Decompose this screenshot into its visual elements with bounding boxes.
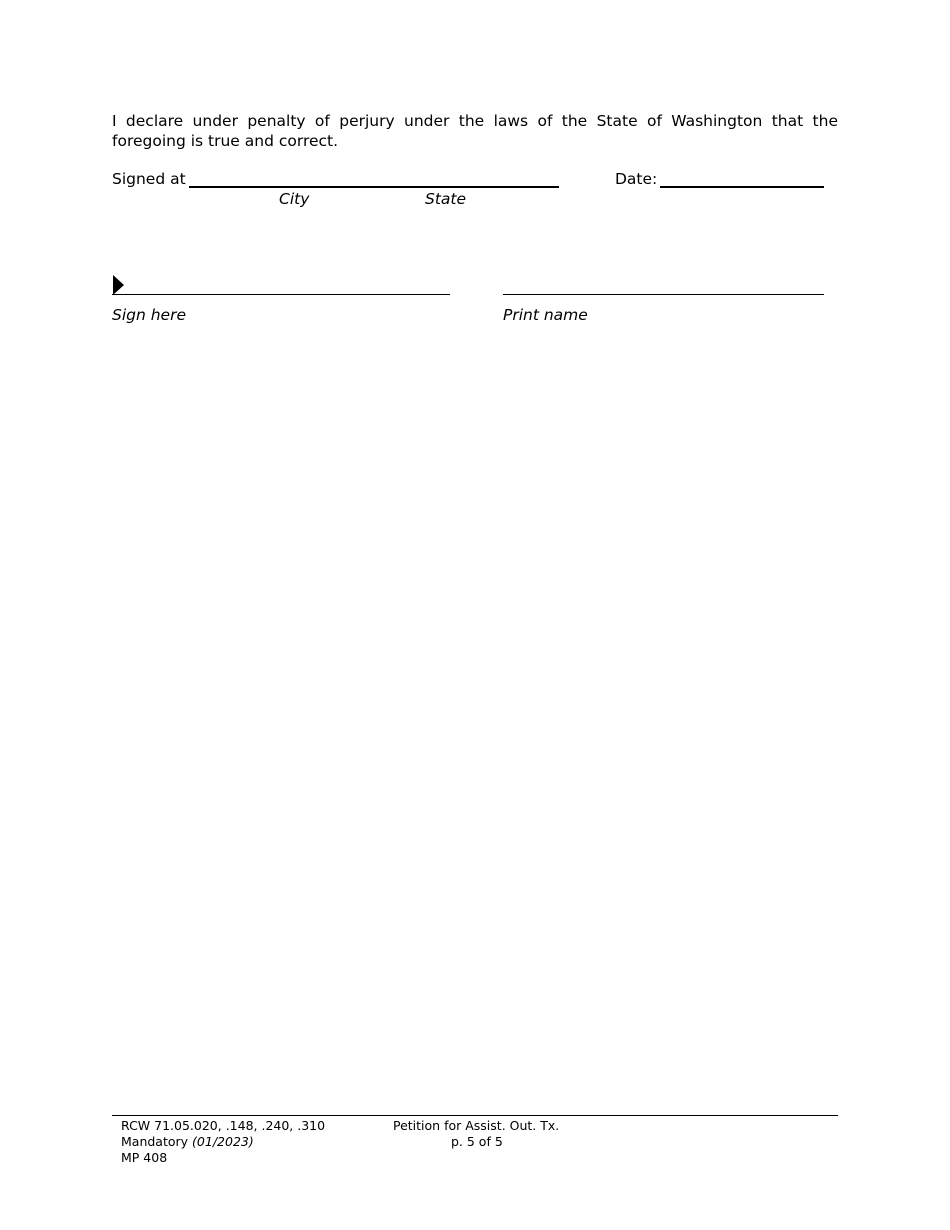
date-field[interactable] — [660, 186, 824, 188]
print-name-label: Print name — [503, 306, 588, 324]
footer-page-number: p. 5 of 5 — [451, 1134, 503, 1149]
footer-revision: (01/2023) — [192, 1134, 254, 1149]
print-name-field[interactable] — [503, 294, 824, 295]
declaration-text: I declare under penalty of perjury under the laws of the State of Washington that the foregoing is true and correct. — [112, 112, 838, 150]
signature-field[interactable] — [112, 294, 450, 295]
footer-rcw: RCW 71.05.020, .148, .240, .310 — [121, 1118, 326, 1133]
signed-at-label: Signed at — [112, 170, 186, 188]
signed-at-field[interactable] — [189, 186, 559, 188]
sign-here-label: Sign here — [112, 306, 187, 324]
footer-mandatory — [121, 1134, 254, 1150]
state-label: State — [425, 190, 467, 208]
sign-here-arrow-icon — [113, 275, 124, 295]
city-label: City — [279, 190, 310, 208]
footer-form-number: MP 408 — [121, 1150, 168, 1165]
date-label: Date: — [615, 170, 658, 188]
footer-mandatory-label: Mandatory — [121, 1134, 189, 1149]
footer-form-title: Petition for Assist. Out. Tx. — [393, 1118, 560, 1133]
footer-divider — [112, 1115, 838, 1116]
